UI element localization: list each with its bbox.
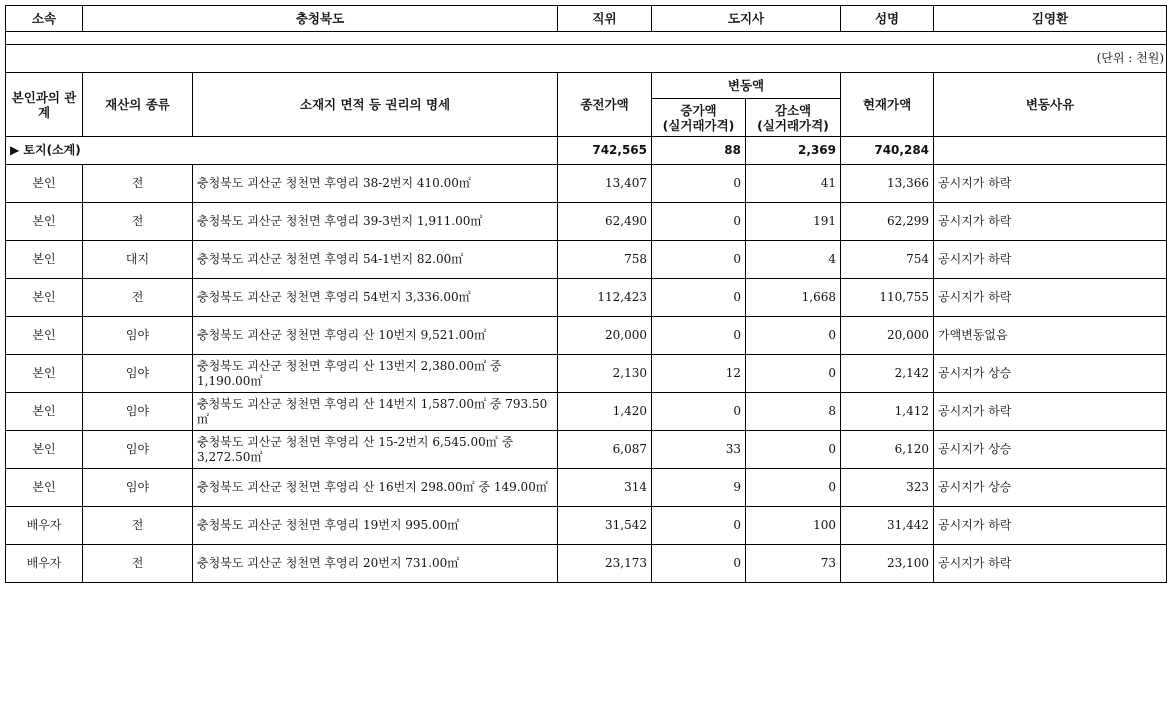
asset-table-wrapper <box>5 5 1167 583</box>
row-reason: 공시지가 하락 <box>934 203 1167 241</box>
col-relation: 본인과의 관계 <box>6 73 83 137</box>
row-prev: 2,130 <box>558 355 652 393</box>
row-prev: 112,423 <box>558 279 652 317</box>
table-row <box>6 279 1167 317</box>
row-current: 13,366 <box>841 165 934 203</box>
row-current: 20,000 <box>841 317 934 355</box>
row-reason: 공시지가 하락 <box>934 393 1167 431</box>
subtotal-label: ▶ 토지(소계) <box>6 137 558 165</box>
row-location: 충청북도 괴산군 청천면 후영리 19번지 995.00㎡ <box>193 507 558 545</box>
row-location: 충청북도 괴산군 청천면 후영리 39-3번지 1,911.00㎡ <box>193 203 558 241</box>
row-relation: 본인 <box>6 393 83 431</box>
row-prev: 314 <box>558 469 652 507</box>
affiliation-label: 소속 <box>6 6 83 32</box>
row-current: 1,412 <box>841 393 934 431</box>
table-row <box>6 469 1167 507</box>
row-relation: 본인 <box>6 317 83 355</box>
row-reason: 가액변동없음 <box>934 317 1167 355</box>
row-reason: 공시지가 하락 <box>934 279 1167 317</box>
row-prev: 758 <box>558 241 652 279</box>
row-relation: 배우자 <box>6 545 83 583</box>
row-type: 대지 <box>83 241 193 279</box>
row-increase: 12 <box>652 355 746 393</box>
row-prev: 13,407 <box>558 165 652 203</box>
row-type: 전 <box>83 203 193 241</box>
table-row <box>6 165 1167 203</box>
col-prev: 종전가액 <box>558 73 652 137</box>
col-current: 현재가액 <box>841 73 934 137</box>
row-reason: 공시지가 하락 <box>934 241 1167 279</box>
row-prev: 31,542 <box>558 507 652 545</box>
row-increase: 0 <box>652 393 746 431</box>
row-relation: 본인 <box>6 279 83 317</box>
row-increase: 33 <box>652 431 746 469</box>
table-row <box>6 507 1167 545</box>
row-increase: 0 <box>652 507 746 545</box>
row-location: 충청북도 괴산군 청천면 후영리 산 14번지 1,587.00㎡ 중 793.50㎡ <box>193 393 558 431</box>
row-increase: 0 <box>652 279 746 317</box>
row-current: 62,299 <box>841 203 934 241</box>
row-current: 6,120 <box>841 431 934 469</box>
col-decrease <box>746 99 841 137</box>
row-decrease: 100 <box>746 507 841 545</box>
subtotal-current: 740,284 <box>841 137 934 165</box>
row-increase: 0 <box>652 203 746 241</box>
col-reason: 변동사유 <box>934 73 1167 137</box>
row-location: 충청북도 괴산군 청천면 후영리 54번지 3,336.00㎡ <box>193 279 558 317</box>
row-increase: 9 <box>652 469 746 507</box>
subtotal-reason <box>934 137 1167 165</box>
row-type: 임야 <box>83 393 193 431</box>
row-decrease: 0 <box>746 317 841 355</box>
row-increase: 0 <box>652 241 746 279</box>
land-rows <box>6 165 1167 583</box>
table-row <box>6 317 1167 355</box>
row-decrease: 41 <box>746 165 841 203</box>
table-row <box>6 355 1167 393</box>
row-type: 전 <box>83 165 193 203</box>
col-increase <box>652 99 746 137</box>
row-decrease: 0 <box>746 355 841 393</box>
row-location: 충청북도 괴산군 청천면 후영리 산 10번지 9,521.00㎡ <box>193 317 558 355</box>
col-decrease-sub: (실거래가격) <box>757 117 829 133</box>
row-location: 충청북도 괴산군 청천면 후영리 54-1번지 82.00㎡ <box>193 241 558 279</box>
row-relation: 본인 <box>6 469 83 507</box>
row-increase: 0 <box>652 317 746 355</box>
row-location: 충청북도 괴산군 청천면 후영리 20번지 731.00㎡ <box>193 545 558 583</box>
row-type: 임야 <box>83 355 193 393</box>
row-decrease: 73 <box>746 545 841 583</box>
row-reason: 공시지가 상승 <box>934 431 1167 469</box>
row-increase: 0 <box>652 545 746 583</box>
row-current: 323 <box>841 469 934 507</box>
row-prev: 23,173 <box>558 545 652 583</box>
row-type: 임야 <box>83 317 193 355</box>
row-current: 23,100 <box>841 545 934 583</box>
row-relation: 본인 <box>6 203 83 241</box>
row-current: 754 <box>841 241 934 279</box>
row-decrease: 8 <box>746 393 841 431</box>
row-current: 110,755 <box>841 279 934 317</box>
col-change: 변동액 <box>652 73 841 99</box>
row-type: 전 <box>83 507 193 545</box>
header-row <box>6 6 1167 32</box>
row-type: 전 <box>83 545 193 583</box>
col-type: 재산의 종류 <box>83 73 193 137</box>
row-decrease: 0 <box>746 469 841 507</box>
row-relation: 본인 <box>6 355 83 393</box>
row-increase: 0 <box>652 165 746 203</box>
row-location: 충청북도 괴산군 청천면 후영리 38-2번지 410.00㎡ <box>193 165 558 203</box>
row-reason: 공시지가 상승 <box>934 469 1167 507</box>
table-row <box>6 203 1167 241</box>
subtotal-prev: 742,565 <box>558 137 652 165</box>
col-location: 소재지 면적 등 권리의 명세 <box>193 73 558 137</box>
row-current: 2,142 <box>841 355 934 393</box>
asset-disclosure-table <box>5 5 1167 583</box>
table-row <box>6 431 1167 469</box>
col-decrease-label: 감소액 <box>774 102 812 118</box>
table-row <box>6 393 1167 431</box>
position-label: 직위 <box>558 6 652 32</box>
row-type: 임야 <box>83 469 193 507</box>
spacer-row <box>6 32 1167 45</box>
position-value: 도지사 <box>652 6 841 32</box>
col-increase-label: 증가액 <box>680 102 717 118</box>
row-reason: 공시지가 상승 <box>934 355 1167 393</box>
row-prev: 6,087 <box>558 431 652 469</box>
row-location: 충청북도 괴산군 청천면 후영리 산 15-2번지 6,545.00㎡ 중 3,272.50㎡ <box>193 431 558 469</box>
row-reason: 공시지가 하락 <box>934 545 1167 583</box>
subtotal-decrease: 2,369 <box>746 137 841 165</box>
spacer-cell <box>6 32 1167 45</box>
row-reason: 공시지가 하락 <box>934 507 1167 545</box>
subtotal-increase: 88 <box>652 137 746 165</box>
table-row <box>6 241 1167 279</box>
row-relation: 본인 <box>6 241 83 279</box>
affiliation-value: 충청북도 <box>83 6 558 32</box>
name-value: 김영환 <box>934 6 1167 32</box>
row-decrease: 0 <box>746 431 841 469</box>
table-row <box>6 545 1167 583</box>
row-decrease: 1,668 <box>746 279 841 317</box>
row-relation: 배우자 <box>6 507 83 545</box>
name-label: 성명 <box>841 6 934 32</box>
row-relation: 본인 <box>6 165 83 203</box>
unit-row <box>6 45 1167 73</box>
column-header-row-1 <box>6 73 1167 99</box>
row-type: 전 <box>83 279 193 317</box>
unit-note: (단위 : 천원) <box>6 45 1167 73</box>
row-type: 임야 <box>83 431 193 469</box>
row-prev: 62,490 <box>558 203 652 241</box>
row-location: 충청북도 괴산군 청천면 후영리 산 13번지 2,380.00㎡ 중 1,190.00㎡ <box>193 355 558 393</box>
row-decrease: 4 <box>746 241 841 279</box>
row-location: 충청북도 괴산군 청천면 후영리 산 16번지 298.00㎡ 중 149.00㎡ <box>193 469 558 507</box>
col-increase-sub: (실거래가격) <box>662 117 735 133</box>
subtotal-row <box>6 137 1167 165</box>
row-decrease: 191 <box>746 203 841 241</box>
row-prev: 20,000 <box>558 317 652 355</box>
row-relation: 본인 <box>6 431 83 469</box>
row-current: 31,442 <box>841 507 934 545</box>
row-reason: 공시지가 하락 <box>934 165 1167 203</box>
row-prev: 1,420 <box>558 393 652 431</box>
